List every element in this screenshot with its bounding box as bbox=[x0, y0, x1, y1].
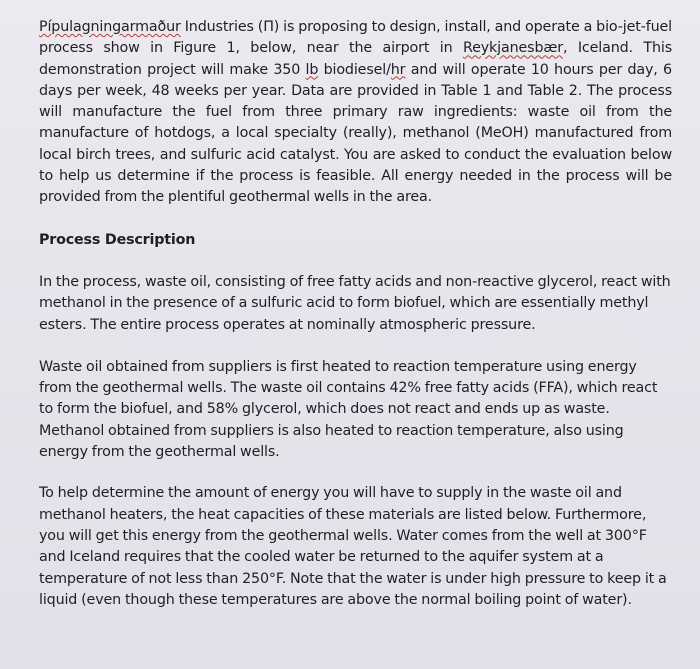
company-name: Pípulagningarmaður bbox=[39, 19, 181, 35]
location-name: Reykjanesbær bbox=[462, 40, 564, 57]
unit-hr: hr bbox=[390, 61, 406, 78]
intro-paragraph bbox=[39, 17, 672, 209]
process-paragraph-2: Waste oil obtained from suppliers is first heated to reaction temperature using energy from the geothermal wells. The waste oil contains 42% free fatty acids (FFA), which react to form the biofuel, and 58% glycerol, which does not react and ends up as waste. Methanol obtained from suppliers is also heated to reaction temperature, also using energy from the geothermal wells. bbox=[39, 358, 658, 461]
unit-lb: lb bbox=[305, 61, 319, 78]
process-paragraph-1: In the process, waste oil, consisting of free fatty acids and non-reactive glycerol, react with methanol in the presence of a sulfuric acid to form biofuel, which are essentially methyl esters. The entire process operates at nominally atmospheric pressure. bbox=[39, 273, 671, 333]
intro-text-2: , Iceland. This demonstration project will make 350 bbox=[39, 40, 673, 78]
intro-text-3: biodiesel/ bbox=[318, 61, 391, 78]
intro-text-4: and will operate 10 hours per day, 6 days per week, 48 weeks per year. Data are provided in Table 1 and Table 2. The process will manufacture the fuel from three primary raw ingredients: waste oil from the manufacture of hotdogs, a local specialty (really), methanol (MeOH) manufactured from local birch trees, and sulfuric acid catalyst. You are asked to conduct the evaluation below to help us determine if the process is feasible. All energy needed in the process will be provided from the plentiful geothermal wells in the area. bbox=[39, 61, 672, 206]
section-heading: Process Description bbox=[39, 231, 196, 248]
intro-text-1: Industries (Π) is proposing to design, install, and operate a bio-jet-fuel process show in Figure 1, below, near the airport in bbox=[39, 19, 672, 57]
process-paragraph-3: To help determine the amount of energy you will have to supply in the waste oil and methanol heaters, the heat capacities of these materials are listed below. Furthermore, you will get this energy from the geothermal wells. Water comes from the well at 300°F and Iceland requires that the cooled water be returned to the aquifer system at a temperature of not less than 250°F. Note that the water is under high pressure to keep it a liquid (even though these temperatures are above the normal boiling point of water). bbox=[39, 485, 667, 608]
